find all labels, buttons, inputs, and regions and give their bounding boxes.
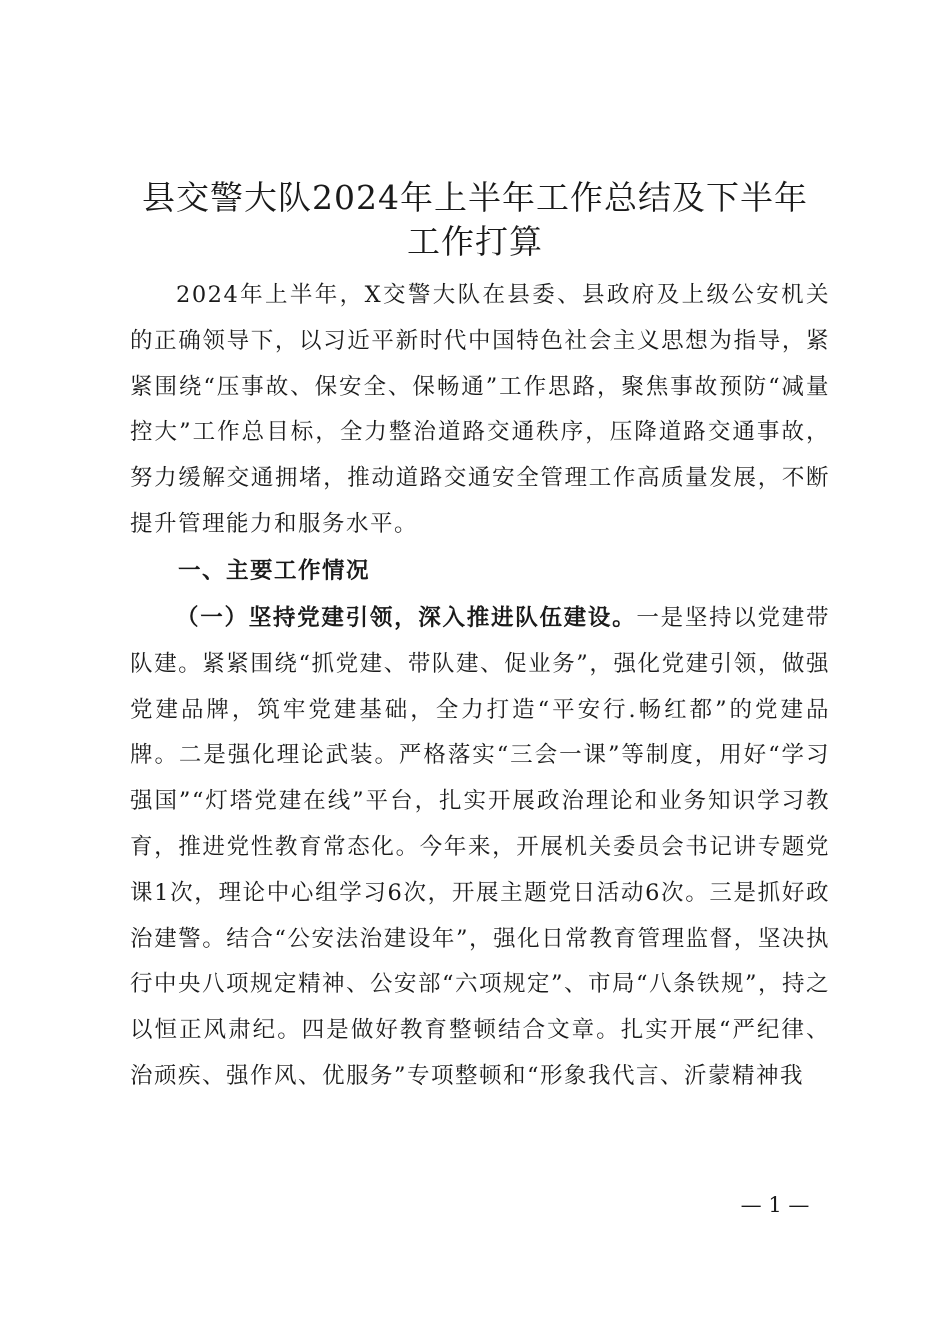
document-title-line-2: 工作打算 (407, 222, 543, 261)
subsection-heading: （一）坚持党建引领，深入推进队伍建设。 (176, 605, 637, 631)
section-heading: 一、主要工作情况 (178, 558, 371, 584)
document-title-line-1: 县交警大队2024年上半年工作总结及下半年 (142, 178, 808, 217)
intro-paragraph: 2024年上半年，X交警大队在县委、县政府及上级公安机关的正确领导下，以习近平新时代中国特色社会主义思想为指导，紧紧围绕“压事故、保安全、保畅通”工作思路，聚焦事故预防“减量控大”工作总目标，全力整治道路交通秩序，压降道路交通事故，努力缓解交通拥堵，推动道路交通安全管理工作高质量发展，不断提升管理能力和服务水平。 (130, 282, 830, 537)
subsection-paragraph (130, 596, 830, 1100)
page-number: — 1 — (740, 1193, 810, 1217)
subsection-body: 一是坚持以党建带队建。紧紧围绕“抓党建、带队建、促业务”，强化党建引领，做强党建品牌，筑牢党建基础，全力打造“平安行.畅红都”的党建品牌。二是强化理论武装。严格落实“三会一课”等制度，用好“学习强国”“灯塔党建在线”平台，扎实开展政治理论和业务知识学习教育，推进党性教育常态化。今年来，开展机关委员会书记讲专题党课1次，理论中心组学习6次，开展主题党日活动6次。三是抓好政治建警。结合“公安法治建设年”，强化日常教育管理监督，坚决执行中央八项规定精神、公安部“六项规定”、市局“八条铁规”，持之以恒正风肃纪。四是做好教育整顿结合文章。扎实开展“严纪律、治顽疾、强作风、优服务”专项整顿和“形象我代言、沂蒙精神我 (130, 605, 831, 1089)
